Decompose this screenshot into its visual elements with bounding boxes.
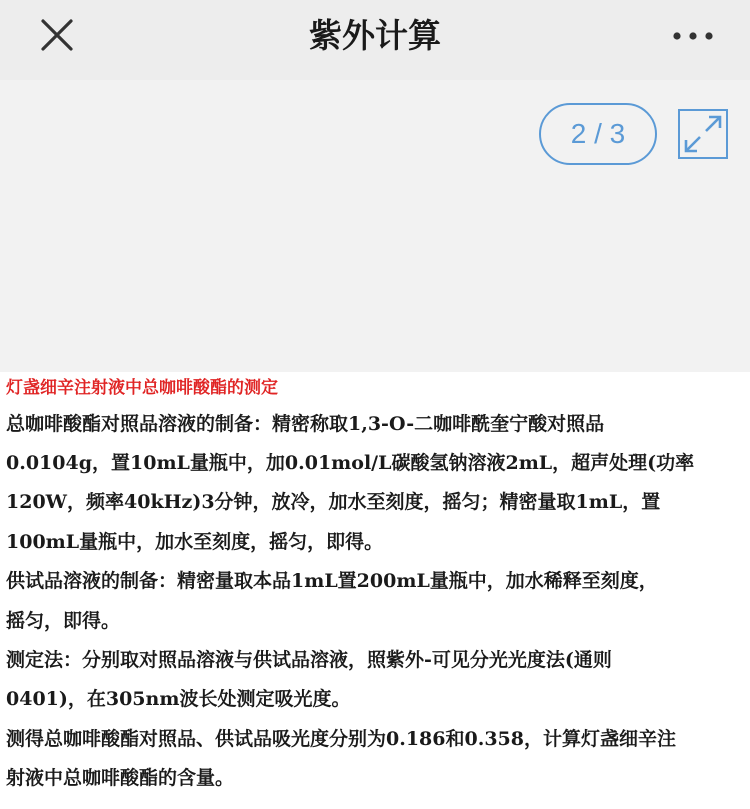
- top-bar: [0, 0, 750, 80]
- doc-line: 供试品溶液的制备：精密量取本品1mL置200mL量瓶中，加水稀释至刻度，: [6, 570, 658, 592]
- page-title: 紫外计算: [309, 16, 441, 55]
- doc-line: 100mL量瓶中，加水至刻度，摇匀，即得。: [6, 531, 384, 553]
- expand-button[interactable]: [678, 109, 728, 159]
- more-button[interactable]: [668, 20, 718, 52]
- slide-area: [0, 80, 750, 372]
- more-icon: [668, 20, 718, 52]
- doc-line: 总咖啡酸酯对照品溶液的制备：精密称取1,3-O-二咖啡酰奎宁酸对照品: [6, 413, 605, 435]
- doc-line: 120W，频率40kHz)3分钟，放冷，加水至刻度，摇匀；精密量取1mL，置: [6, 491, 661, 513]
- page-indicator: 2 / 3: [539, 103, 657, 165]
- document-title: 灯盏细辛注射液中总咖啡酸酯的测定: [6, 378, 278, 398]
- doc-line: 射液中总咖啡酸酯的含量。: [6, 767, 235, 789]
- doc-line: 测定法：分别取对照品溶液与供试品溶液，照紫外-可见分光光度法(通则: [6, 649, 612, 671]
- document-content: [0, 372, 750, 809]
- doc-line: 测得总咖啡酸酯对照品、供试品吸光度分别为0.186和0.358，计算灯盏细辛注: [6, 728, 676, 750]
- doc-line: 0401)，在305nm波长处测定吸光度。: [6, 688, 351, 710]
- doc-line: 摇匀，即得。: [6, 610, 121, 632]
- doc-line: 0.0104g，置10mL量瓶中，加0.01mol/L碳酸氢钠溶液2mL，超声处理(功率: [6, 452, 695, 474]
- expand-icon: [680, 111, 726, 157]
